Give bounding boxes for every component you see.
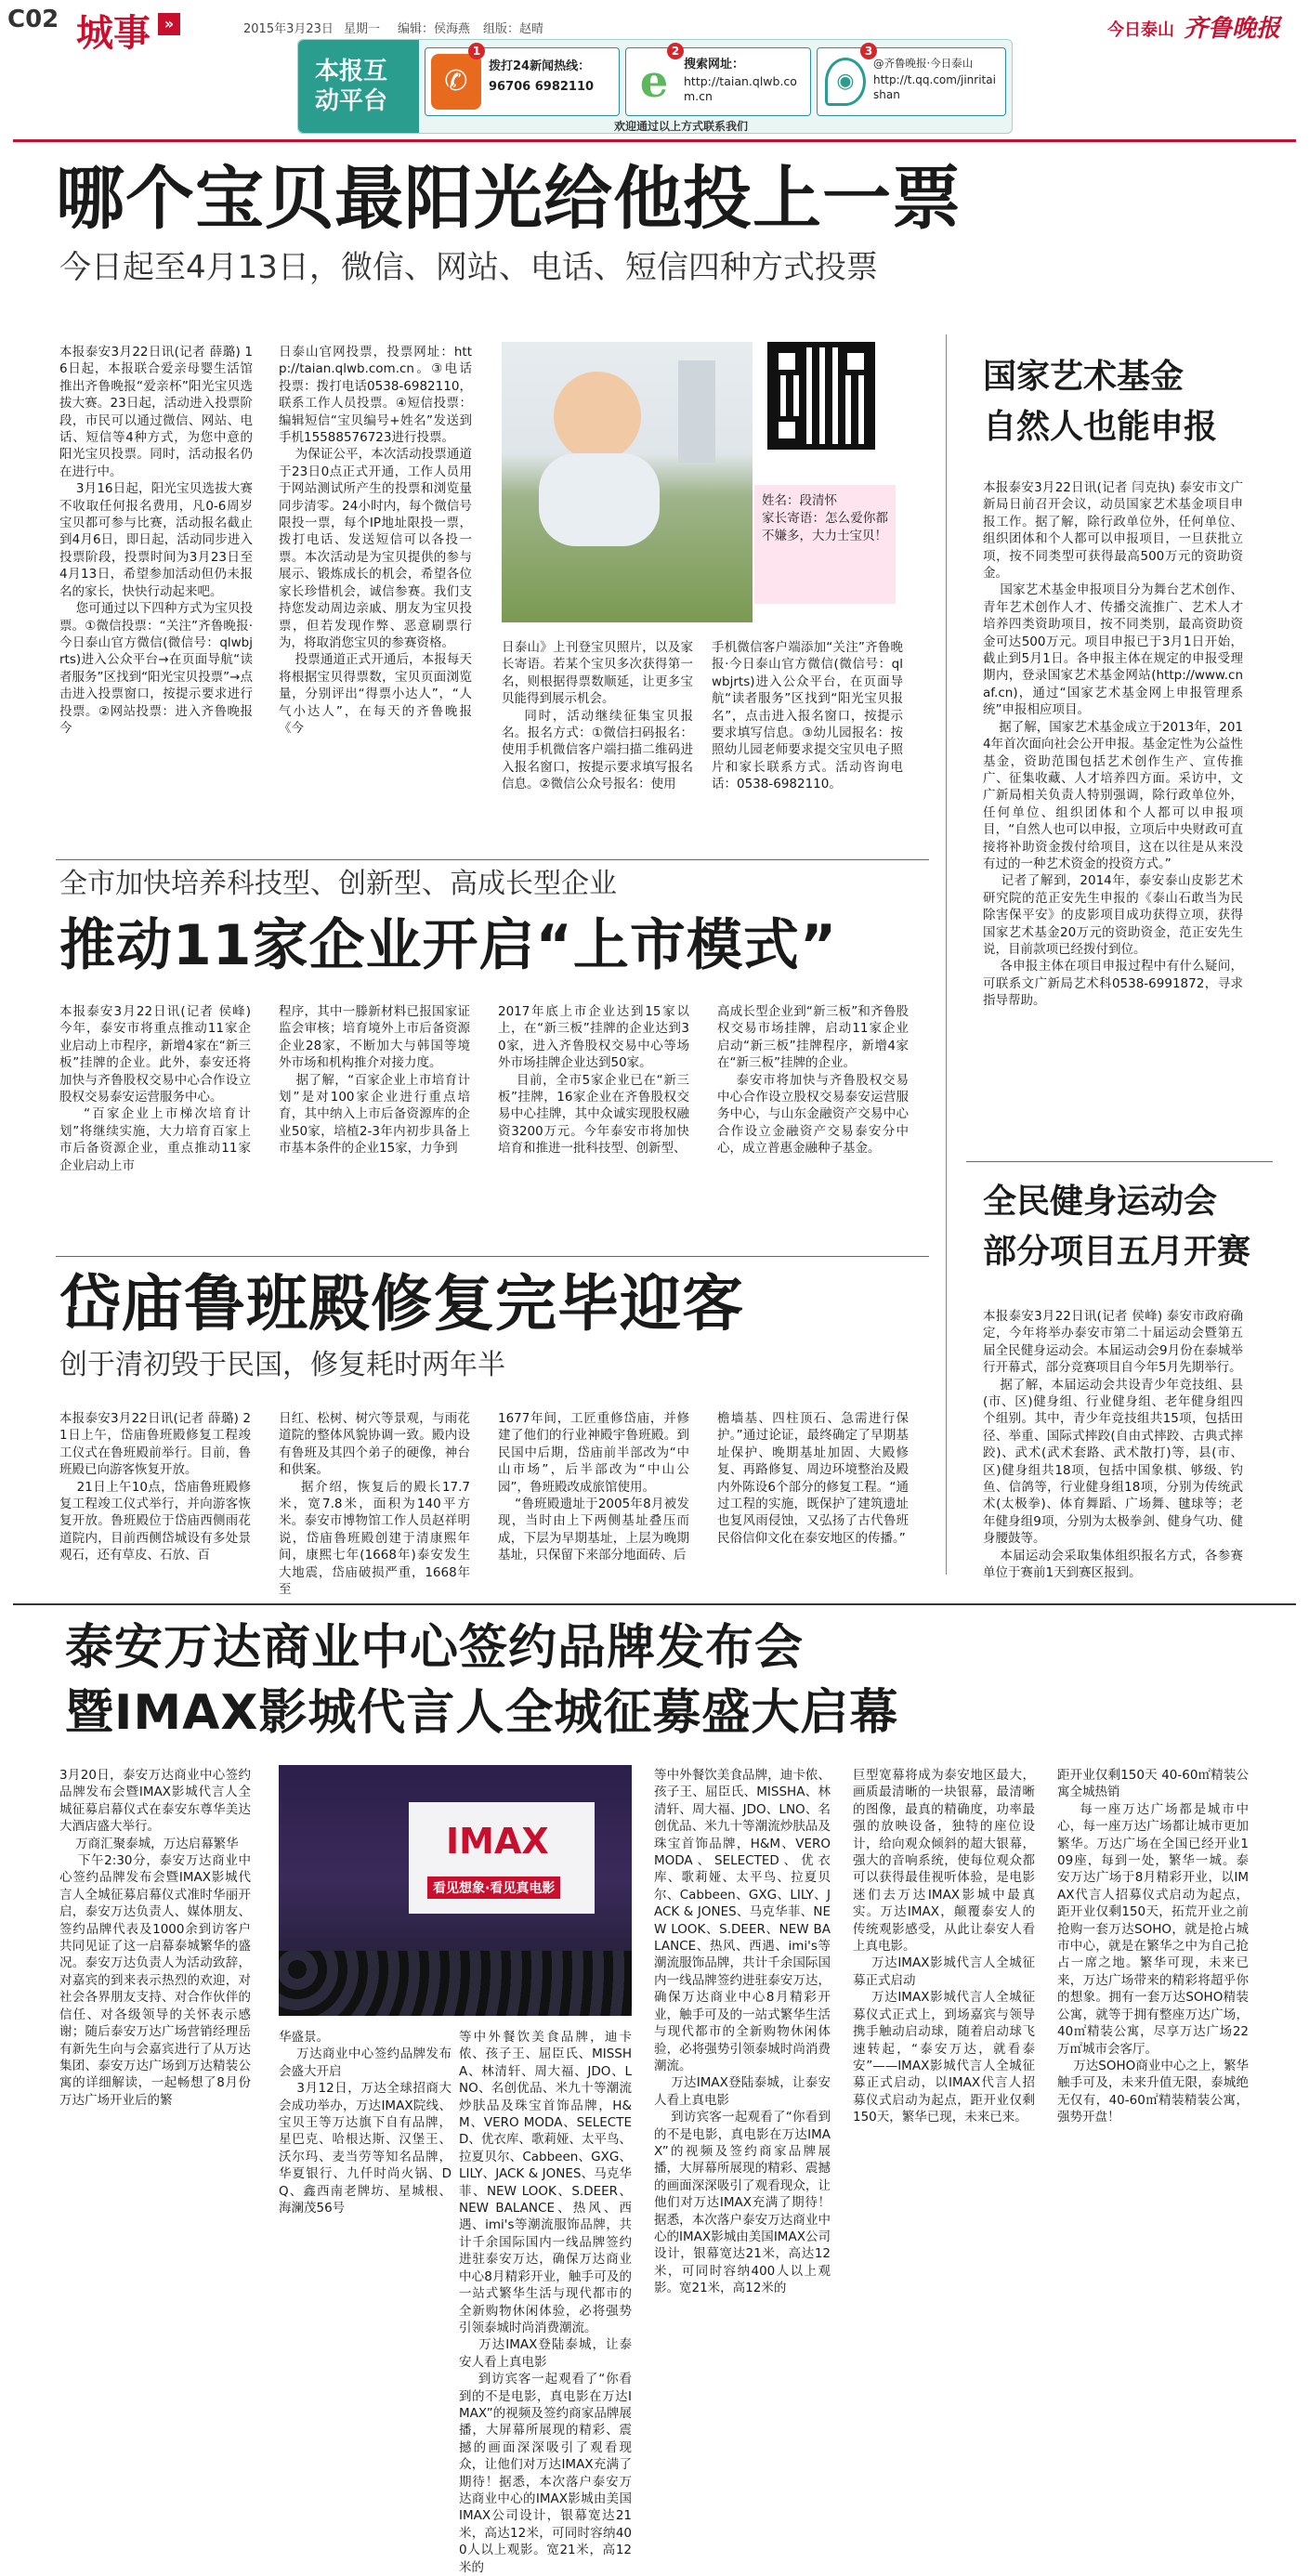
platform-note: 欢迎通过以上方式联系我们: [614, 120, 749, 133]
phone-icon: ✆: [431, 54, 481, 110]
side1-text: 本报泰安3月22日讯(记者 闫克执) 泰安市文广新局日前召开会议，动员国家艺术基金项目申报工作。据了解，除行政单位外，任何单位、组织团体和个人都可以申报项目，一旦获批立项，按不同类型可获得最高500万元的资助资金。 国家艺术基金申报项目分为舞台艺术创作、青年艺术创作人才、传播交流推广、艺术人才培养四类资助项目，按不同类别，最高资助资金可达500万元。项目申报已于3月1日开始，截止到5月1日。各申报主体在规定的申报受理期内，登录国家艺术基金网站(http://www.cnaf.cn)，通过“国家艺术基金网上申报管理系统”申报相应项目。 据了解，国家艺术基金成立于2013年，2014年首次面向社会公开申报。基金定性为公益性基金，资助范围包括艺术创作生产、宣传推广、征集收藏、人才培养四方面。采访中，文广新局相关负责人特别强调，除行政单位外，任何单位、组织团体和个人都可以申报项目，“自然人也可以申报，立项后中央财政可直接将补助资金拨付给项目，这在以往是从来没有过的一种艺术资金的投资方式。” 记者了解到，2014年，泰安泰山皮影艺术研究院的范正安先生申报的《泰山石敢当为民除害保平安》的皮影项目成功获得立项，获得国家艺术基金20万元的资助资金，范正安先生说，目前款项已经拨付到位。 各申报主体在项目申报过程中有什么疑问，可联系文广新局艺术科0538-6991872，寻求指导帮助。: [983, 480, 1244, 1009]
article2-title: 推动11家企业开启“上市模式”: [59, 913, 838, 978]
header-rule: [13, 139, 1296, 142]
chevron-icon: »: [158, 13, 180, 35]
qr-finder-1: [773, 347, 801, 375]
section-title: 城事: [76, 11, 151, 55]
website-label: 搜索网址：: [684, 58, 745, 72]
weibo-link[interactable]: http://t.qq.com/jinritaishan: [873, 73, 996, 101]
number-badge-2: 2: [667, 43, 684, 59]
hotline-label: 拨打24新闻热线：: [489, 59, 591, 73]
article2-col1: 本报泰安3月22日讯(记者 侯峰) 今年，泰安市将重点推动11家企业启动上市程序，新增4家在“新三板”挂牌的企业。此外，泰安还将加快与齐鲁股权交易中心合作设立股权交易泰安运营服务中心。 “百家企业上市梯次培育计划”将继续实施，大力培育百家上市后备资源企业，重点推动11家企业启动上市: [59, 1004, 251, 1173]
side2-title-line2: 部分项目五月开赛: [983, 1233, 1251, 1271]
platform-title-line2: 动平台: [315, 87, 388, 115]
section-rule: [56, 1256, 929, 1257]
article4-col3: 等中外餐饮美食品牌，迪卡侬、孩子王、屈臣氏、MISSHA、林清轩、周大福、JDO、LNO、名创优品、米九十等潮流炒肤品及珠宝首饰品牌，H&M、VERO MODA、SELECTED、优衣库、歌莉娅、太平鸟、拉夏贝尔、Cabbeen、GXG、LILY、JACK & JONES、马克华菲、NEW LOOK、S.DEER、NEW BALANCE、热风、西遇、imi's等潮流服饰品牌，共计千余国际国内一线品牌签约进驻泰安万达，确保万达商业中心8月精彩开业，触手可及的一站式繁华生活与现代都市的全新购物休闲体验，必将强势引领泰城时尚消费潮流。 万达IMAX登陆泰城，让泰安人看上真电影 到访宾客一起观看了“你看到的不是电影，真电影在万达IMAX”的视频及签约商家品牌展播，大屏幕所展现的精彩、震撼的画面深深吸引了观看现众，让他们对万达IMAX充满了期待！据悉，本次落户泰安万达商业中心的IMAX影城由美国IMAX公司设计，银幕宽达21米，高达12米，可同时容纳400人以上观影。宽21米，高12米的: [459, 2030, 633, 2575]
header-weekday: 星期一: [344, 22, 381, 36]
article3-col1: 本报泰安3月22日讯(记者 薛璐) 21日上午，岱庙鲁班殿修复工程竣工仪式在鲁班殿前举行。目前，鲁班殿已向游客恢复开放。 21日上午10点，岱庙鲁班殿修复工程竣工仪式举行，并向游客恢复开放。鲁班殿位于岱庙西侧雨花道院内，目前西侧岱城设有多处景观石，还有草皮、石放、百: [59, 1411, 252, 1563]
event-photo: [279, 1765, 632, 2016]
article3-title: 岱庙鲁班殿修复完毕迎客: [59, 1268, 744, 1340]
platform-item-hotline: [425, 47, 620, 116]
side2-title-line1: 全民健身运动会: [983, 1183, 1218, 1221]
side2-text: 本报泰安3月22日讯(记者 侯峰) 泰安市政府确定，今年将举办泰安市第二十届运动会暨第五届全民健身运动会。本届运动会9月份在泰城举行开幕式，部分竞赛项目自今年5月先期举行。 据了解，本届运动会共设青少年竞技组、县(市、区)健身组、行业健身组、老年健身组四个组别。其中，青少年竞技组共15项，包括田径、举重、国际式摔跤(自由式摔跤、古典式摔跤)、武术(武术套路、武术散打)等，县(市、区)健身组共18项，包括中国象棋、够级、钓鱼、信鸽等，行业健身组18项，分别为传统武术(太极拳)、体育舞蹈、广场舞、毽球等；老年健身组9项，分别为太极拳剑、健身气功、健身腰鼓等。 本届运动会采取集体组织报名方式，各参赛单位于赛前1天到赛区报到。: [983, 1309, 1244, 1581]
qr-finder-3: [773, 416, 801, 444]
imax-sign: IMAX: [446, 1821, 549, 1862]
hotline-value: 96706 6982110: [489, 80, 595, 94]
article4-col1: 3月20日，泰安万达商业中心签约品牌发布会暨IMAX影城代言人全城征募启幕仪式在泰安东尊华美达大酒店盛大举行。 万商汇聚泰城，万达启幕繁华 下午2:30分，泰安万达商业中心签约品牌发布会暨IMAX影城代言人全城征募启幕仪式准时华丽开启，泰安万达负责人、媒体朋友、签约品牌代表及1000余到访客户共同见证了这一启幕泰城繁华的盛况。泰安万达负责人为活动致辞，对嘉宾的到来表示热烈的欢迎，对社会各界朋友支持、对合作伙伴的信任、对各级领导的关怀表示感谢；随后泰安万达广场营销经理岳有新先生向与会嘉宾进行了从万达集团、泰安万达广场到万达精装公寓的详细解读，一起畅想了8月份万达广场开业后的繁: [59, 1768, 251, 2108]
ad-rule: [13, 1603, 1296, 1605]
article1-col1: 本报泰安3月22日讯(记者 薛璐) 16日起，本报联合爱亲母婴生活馆推出齐鲁晚报“爱亲杯”阳光宝贝选拔大赛。23日起，活动进入投票阶段，市民可以通过微信、网站、电话、短信等4种方式，为您中意的阳光宝贝投票。同时，活动报名仍在进行中。 3月16日起，阳光宝贝选拔大赛不收取任何报名费用，凡0-6周岁宝贝都可参与比赛，活动报名截止到4月6日，即日起，活动同步进入投票阶段，投票时间为3月23日至4月13日，希望参加活动但仍未报名的家长，快快行动起来吧。 您可通过以下四种方式为宝贝投票。①微信投票：“关注”齐鲁晚报·今日泰山官方微信(微信号：qlwbjrts)进入公众平台→在页面导航“读者服务”区找到“阳光宝贝投票”→点击进入投票窗口，按提示要求进行投票。②网站投票：进入齐鲁晚报今: [59, 345, 254, 736]
column-divider: [946, 334, 947, 1575]
weibo-icon: ◉: [825, 58, 866, 106]
side1-title-line1: 国家艺术基金: [983, 358, 1185, 396]
article2-pretitle: 全市加快培养科技型、创新型、高成长型企业: [59, 868, 617, 900]
article4-col2: 华盛景。 万达商业中心签约品牌发布会盛大开启 3月12日，万达全球招商大会成功举办，万达IMAX院线、宝贝王等万达旗下自有品牌，星巴克、哈根达斯、汉堡王、沃尔玛、麦当劳等知名品牌，华夏银行、九仟时尚火锅、DQ、鑫西南老牌坊、星城根、海澜茂56号: [279, 2030, 452, 2216]
header-date: 2015年3月23日: [243, 22, 334, 36]
side1-title-line2: 自然人也能申报: [983, 408, 1218, 446]
platform-item-weibo[interactable]: [817, 47, 1006, 116]
article3-col2: 日红、松树、树穴等景观，与雨花道院的整体风貌协调一致。殿内设有鲁班及其四个弟子的硬像，神台和供案。 据介绍，恢复后的殿长17.7米，宽7.8米，面积为140平方米。泰安市博物馆工作人员赵祥明说，岱庙鲁班殿创建于清康熙年间，康熙七年(1668年)泰安发生大地震，岱庙破损严重，1668年至: [279, 1411, 471, 1598]
baby-head: [554, 372, 641, 461]
photo-caption: 姓名：段清怀 家长寄语：怎么爱你都不嫌多，大力士宝贝！: [754, 485, 896, 604]
article1-col2: 日泰山官网投票，投票网址：http://taian.qlwb.com.cn。③电话投票：拨打电话0538-6982110，联系工作人员投票。④短信投票：编辑短信“宝贝编号+姓名”发送到手机15588576723进行投票。 为保证公平，本次活动投票通道于23日0点正式开通，工作人员用于网站测试所产生的投票和浏览量同步清零。24小时内，每个微信号限投一票，每个IP地址限投一票，拨打电话、发送短信可以各投一票。本次活动是为宝贝提供的参与展示、锻炼成长的机会，希望各位家长珍惜机会，诚信参赛。我们支持您发动周边亲戚、朋友为宝贝投票，但若发现作弊、恶意刷票行为，将取消您宝贝的参赛资格。 投票通道正式开通后，本报每天将根据宝贝得票数，宝贝页面浏览量，分别评出“得票小达人”，“人气小达人”，在每天的齐鲁晚报《今: [279, 345, 473, 736]
article4-title-line2: 暨IMAX影城代言人全城征募盛大启幕: [65, 1685, 899, 1741]
article4-col3b: 等中外餐饮美食品牌，迪卡侬、孩子王、屈臣氏、MISSHA、林清轩、周大福、JDO、LNO、名创优品、米九十等潮流炒肤品及珠宝首饰品牌，H&M、VERO MODA、SELECTED、优衣库、歌莉娅、太平鸟、拉夏贝尔、Cabbeen、GXG、LILY、JACK & JONES、马克华菲、NEW LOOK、S.DEER、NEW BALANCE、热风、西遇、imi's等潮流服饰品牌，共计千余国际国内一线品牌签约进驻泰安万达，确保万达商业中心8月精彩开业，触手可及的一站式繁华生活与现代都市的全新购物休闲体验，必将强势引领泰城时尚消费潮流。 万达IMAX登陆泰城，让泰安人看上真电影 到访宾客一起观看了“你看到的不是电影，真电影在万达IMAX”的视频及签约商家品牌展播，大屏幕所展现的精彩、震撼的画面深深吸引了观看现众，让他们对万达IMAX充满了期待！据悉，本次落户泰安万达商业中心的IMAX影城由美国IMAX公司设计，银幕宽达21米，高达12米，可同时容纳400人以上观影。宽21米，高12米的: [654, 1768, 831, 2296]
article3-col3: 1677年间，工匠重修岱庙，并修建了他们的行业神殿宇鲁班殿。到民国中后期，岱庙前半部改为“中山市场”，后半部改为“中山公园”，鲁班殿改成旅馆使用。 “鲁班殿遗址于2005年8月被发现，当时由上下两侧基址叠压而成，下层为早期基址，上层为晚期基址，只保留下来部分地面砖、后: [498, 1411, 689, 1563]
article2-col4: 高成长型企业到“新三板”和齐鲁股权交易市场挂牌，启动11家企业启动“新三板”挂牌程序，新增4家在“新三板”挂牌的企业。 泰安市将加快与齐鲁股权交易中心合作设立股权交易泰安运营服务中心，与山东金融资产交易中心合作设立金融资产交易泰安分中心，成立普惠金融种子基金。: [717, 1004, 909, 1157]
header-region: 今日泰山: [1107, 20, 1174, 40]
article1-title: 哪个宝贝最阳光给他投上一票: [56, 159, 962, 239]
article4-title-line1: 泰安万达商业中心签约品牌发布会: [65, 1620, 805, 1676]
weibo-label: @齐鲁晚报·今日泰山: [873, 57, 974, 70]
qr-finder-2: [842, 347, 870, 375]
interactive-platform-banner: [297, 39, 1013, 134]
screen-banner: 看见想象·看见真电影: [427, 1876, 560, 1899]
ie-icon: e: [639, 56, 669, 108]
audience: [279, 1951, 632, 2016]
page-number: C02: [7, 6, 59, 33]
number-badge-1: 1: [468, 43, 485, 59]
article4-col4: 巨型宽幕将成为泰安地区最大，画质最清晰的一块银幕，最清晰的图像，最真的精确度，功率最强的放映设备，独特的座位设计，给向观众倾斜的超大银幕，强大的音响系统，使每位观众都可以获得最佳视听体验，是电影迷们去万达IMAX影城中最真实。万达IMAX，颠覆泰安人的传统观影感受，从此让泰安人看上真电影。 万达IMAX影城代言人全城征募正式启动 万达IMAX影城代言人全城征募仪式正式上，到场嘉宾与领导携手触动启动球，随着启动球飞速转起，“泰安万达，就看泰安”——IMAX影城代言人全城征募正式启动，以IMAX代言人招募仪式启动为起点，距开业仅剩150天，繁华已现，未来已来。: [853, 1768, 1035, 2125]
article1-col4: 手机微信客户端添加“关注”齐鲁晚报·今日泰山官方微信(微信号：qlwbjrts)进入公众平台，在页面导航“读者服务”区找到“阳光宝贝报名”，点击进入报名窗口，按提示要求填写信息。③幼儿园报名：按照幼儿园老师要求提交宝贝电子照片和家长联系方式。活动咨询电话：0538-6982110。: [712, 640, 903, 792]
masthead-logo: 齐鲁晚报: [1184, 15, 1281, 43]
sidebar-rule: [966, 1161, 1273, 1162]
article3-subtitle: 创于清初毁于民国，修复耗时两年半: [59, 1349, 505, 1381]
article4-col5: 距开业仅剩150天 40-60㎡精装公寓全城热销 每一座万达广场都是城市中心，每一座万达广场都让城市更加繁华。万达广场在全国已经开业109座，每到一处，繁华一城。泰安万达广场于8月精彩开业，以IMAX代言人招募仪式启动为起点，距开业仅剩150天，拓荒开业之前抢购一套万达SOHO，就是抢占城市中心，就是在繁华之中为自己抢占一席之地。繁华可现，未来已来，万达广场带来的精彩将超乎你的想象。拥有一套万达SOHO精装公寓，就等于拥有整座万达广场，40㎡精装公寓，尽享万达广场22万㎡城市会客厅。 万达SOHO商业中心之上，繁华触手可及，未来升值无限，泰城绝无仅有，40-60㎡精装精装公寓，强势开盘！: [1057, 1768, 1250, 2125]
platform-title-line1: 本报互: [315, 58, 388, 85]
platform-title: [298, 40, 419, 133]
article2-col3: 2017年底上市企业达到15家以上，在“新三板”挂牌的企业达到30家，进入齐鲁股权交易中心等场外市场挂牌企业达到50家。 目前，全市5家企业已在“新三板”挂牌，16家企业在齐鲁股权交易中心挂牌，其中众诚实现股权融资3200万元。今年泰安市将加快培育和推进一批科技型、创新型、: [498, 1004, 689, 1157]
header-editor: 编辑：侯海燕: [398, 22, 471, 36]
baby-photo: [502, 342, 753, 622]
buildings: [678, 360, 715, 463]
article1-col3: 日泰山》上刊登宝贝照片，以及家长寄语。若某个宝贝多次获得第一名，则根据得票数顺延，让更多宝贝能得到展示机会。 同时，活动继续征集宝贝报名。报名方式：①微信扫码报名：使用手机微信客户端扫描二维码进入报名窗口，按提示要求填写报名信息。②微信公众号报名：使用: [502, 640, 694, 792]
stage-screen: [409, 1802, 595, 1914]
article3-col4: 檐墙基、四柱顶石、急需进行保护。”通过论证，最终确定了早期基址保护、晚期基址加固、大殿修复、再路修复、周边环境整治及殿内外陈设6个部分的修复工程。“通过工程的实施，既保护了建筑遗址也复风雨侵蚀，又弘扬了古代鲁班民俗信仰文化在泰安地区的传播。”: [717, 1411, 909, 1546]
website-link[interactable]: http://taian.qlwb.com.cn: [684, 74, 797, 103]
section-rule: [56, 859, 929, 860]
platform-item-website[interactable]: [625, 47, 811, 116]
qr-code[interactable]: [767, 342, 875, 450]
article1-subtitle: 今日起至4月13日，微信、网站、电话、短信四种方式投票: [59, 249, 878, 286]
number-badge-3: 3: [860, 43, 877, 59]
baby-body: [539, 453, 660, 546]
header-layout: 组版：赵晴: [483, 22, 544, 36]
article2-col2: 程序，其中一滕新材料已报国家证监会审核；培育境外上市后备资源企业28家，不断加大与韩国等境外市场和机构推介对接力度。 据了解，“百家企业上市培育计划”是对100家企业进行重点培育，其中纳入上市后备资源库的企业50家，培植2-3年内初步具备上市基本条件的企业15家，力争到: [279, 1004, 470, 1157]
